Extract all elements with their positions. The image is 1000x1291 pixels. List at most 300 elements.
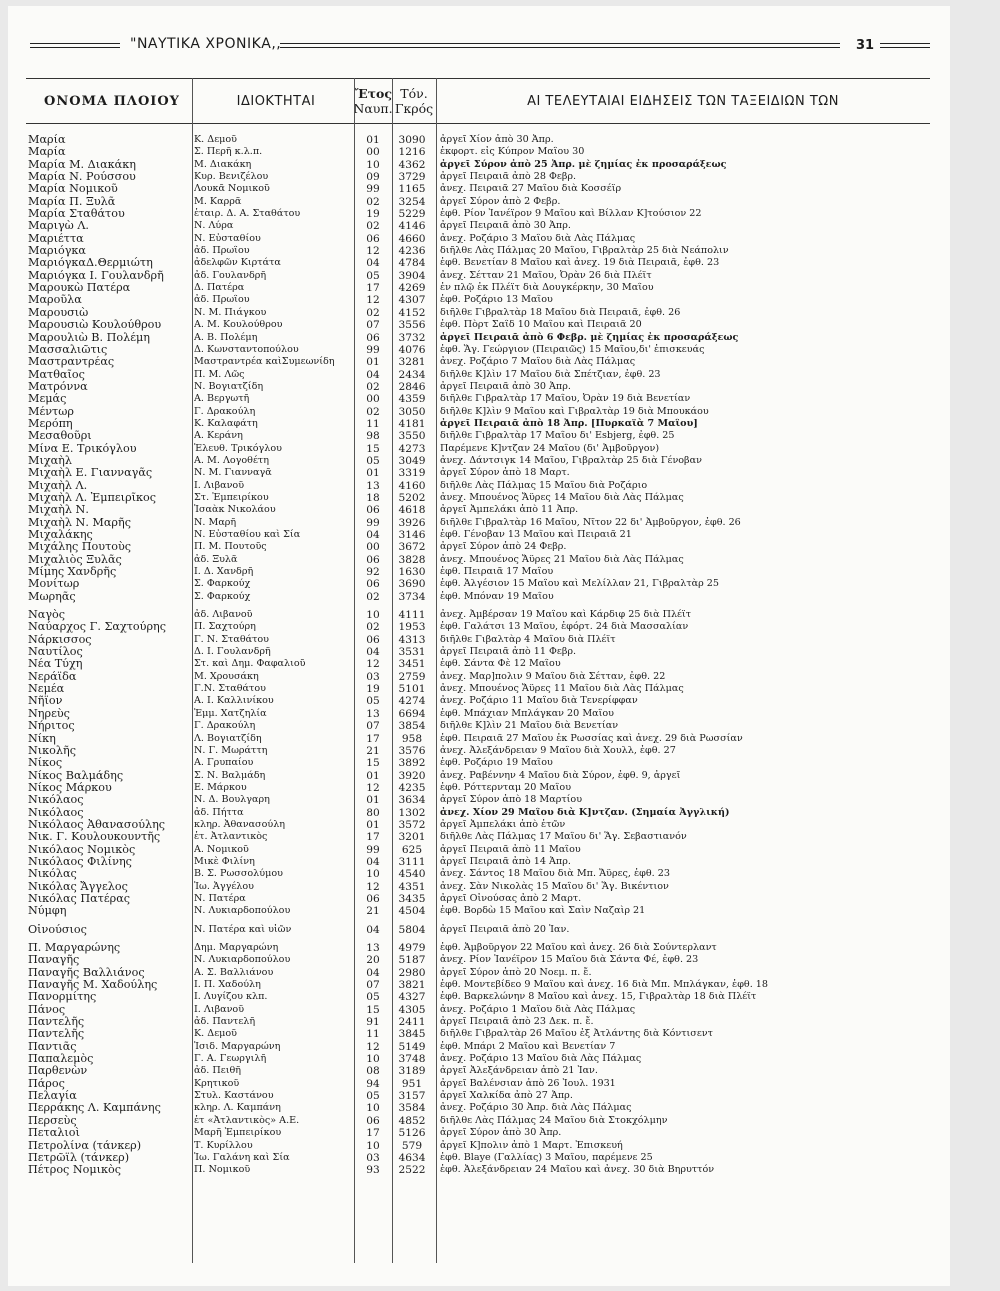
gross-tonnage: 6694 bbox=[398, 707, 426, 720]
ship-name: Νικόλας bbox=[28, 868, 77, 881]
table-row bbox=[8, 196, 950, 208]
build-year: 19 bbox=[366, 683, 380, 696]
ship-name: Μαρουκὼ Πατέρα bbox=[28, 282, 131, 295]
table-row bbox=[8, 134, 950, 146]
voyage-news: ἀργεῖ Ἀμπελάκι ἀπὸ ἐτῶν bbox=[440, 818, 566, 830]
owner-name: Μαρῆ Ἐμπειρίκου bbox=[194, 1127, 282, 1139]
gross-tonnage: 1953 bbox=[398, 621, 426, 634]
double-rule-left bbox=[30, 43, 120, 48]
table-row bbox=[8, 1115, 950, 1127]
table-row bbox=[8, 1140, 950, 1152]
ship-name: Μίμης Χανδρῆς bbox=[28, 566, 117, 579]
table-row bbox=[8, 646, 950, 658]
ship-name: Νικόλας Ἄγγελος bbox=[28, 880, 128, 893]
column-header-tonnage-bottom: Γκρός bbox=[394, 101, 434, 116]
table-header-year-cell bbox=[354, 78, 392, 124]
owner-name: Τ. Κυρίλλου bbox=[194, 1139, 253, 1151]
build-year: 07 bbox=[366, 720, 380, 733]
owner-name: Γ. Α. Γεωργιλῆ bbox=[194, 1053, 267, 1065]
ship-name: Πετρολίνα (τάνκερ) bbox=[28, 1139, 142, 1152]
voyage-news: ἀργεῖ Πειραιᾶ ἀπὸ 20 Ἰαν. bbox=[440, 923, 570, 935]
gross-tonnage: 4273 bbox=[398, 442, 426, 455]
voyage-news: ἀργεῖ Πειραιᾶ ἀπὸ 18 Ἀπρ. [Πυρκαϊὰ 7 Μαΐου] bbox=[440, 417, 698, 429]
table-row bbox=[8, 393, 950, 405]
owner-name: Σ. Περῆ κ.λ.π. bbox=[194, 146, 263, 158]
voyage-news: ἀνεχ. Ρίον Ἰανέϊρον 15 Μαΐου διὰ Σάντα Φέ, ἐφθ. 23 bbox=[440, 954, 699, 966]
build-year: 10 bbox=[366, 1053, 380, 1066]
voyage-news: ἀργεῖ Χαλκίδα ἀπὸ 27 Ἀπρ. bbox=[440, 1090, 573, 1102]
owner-name: Σ. Ν. Βαλμάδη bbox=[194, 769, 266, 781]
build-year: 04 bbox=[366, 923, 380, 936]
ship-name: Μαρία Νομικοῦ bbox=[28, 183, 118, 196]
table-row bbox=[8, 856, 950, 868]
gross-tonnage: 3531 bbox=[398, 646, 426, 659]
voyage-news: ἀργεῖ Πειραιᾶ ἀπὸ 23 Δεκ. π. ἔ. bbox=[440, 1016, 594, 1028]
owner-name: Κυρ. Βενιζέλου bbox=[194, 171, 269, 183]
ship-name: Ναυτίλος bbox=[28, 646, 83, 659]
voyage-news: ἀνεχ. Ἀλεξάνδρειαν 9 Μαΐου διὰ Χουλλ, ἐφθ. 27 bbox=[440, 744, 676, 756]
ship-name: Οἰνούσιος bbox=[28, 923, 87, 936]
gross-tonnage: 3828 bbox=[398, 553, 426, 566]
gross-tonnage: 958 bbox=[401, 732, 423, 745]
table-header-tonnage-cell bbox=[392, 78, 436, 124]
owner-name: ἀδ. Ξυλᾶ bbox=[194, 553, 238, 565]
build-year: 01 bbox=[366, 467, 380, 480]
voyage-news: ἐφθ. Μπόναν 19 Μαΐου bbox=[440, 590, 554, 602]
table-row bbox=[8, 257, 950, 269]
owner-name: Α. Ι. Καλλινίκου bbox=[194, 695, 274, 707]
ship-name: Μεμάς bbox=[28, 393, 67, 406]
document-page bbox=[8, 6, 950, 1286]
gross-tonnage: 3550 bbox=[398, 430, 426, 443]
table-row bbox=[8, 319, 950, 331]
owner-name: Π. Μ. Πουτοῦς bbox=[194, 541, 267, 553]
owner-name: Μ. Διακάκη bbox=[194, 158, 252, 170]
owner-name: Μαστραντρέα καὶΣυμεωνίδη bbox=[194, 356, 335, 368]
gross-tonnage: 3157 bbox=[398, 1090, 426, 1103]
ship-name: Μαριγὼ Λ. bbox=[28, 220, 89, 233]
owner-name: Κρητικοῦ bbox=[194, 1077, 240, 1089]
table-row bbox=[8, 905, 950, 917]
journal-title: "ΝΑΥΤΙΚΑ ΧΡΟΝΙΚΑ,, bbox=[130, 36, 282, 52]
gross-tonnage: 3926 bbox=[398, 516, 426, 529]
owner-name: Π. Μ. Λῶς bbox=[194, 368, 245, 380]
table-row bbox=[8, 1028, 950, 1040]
gross-tonnage: 2411 bbox=[398, 1016, 426, 1029]
build-year: 02 bbox=[366, 195, 380, 208]
owner-name: Δ. Ι. Γουλανδρῆ bbox=[194, 646, 271, 658]
build-year: 10 bbox=[366, 1102, 380, 1115]
table-row bbox=[8, 381, 950, 393]
table-row bbox=[8, 480, 950, 492]
ship-name: Νῆϊον bbox=[28, 695, 63, 708]
voyage-news: διῆλθε Λὰς Πάλμας 15 Μαΐου διὰ Ροζάριο bbox=[440, 479, 648, 491]
gross-tonnage: 3572 bbox=[398, 818, 426, 831]
page-number: 31 bbox=[856, 38, 875, 53]
ship-name: Μαρία Ν. Ρούσσου bbox=[28, 171, 136, 184]
gross-tonnage: 3201 bbox=[398, 831, 426, 844]
owner-name: ἑτ. Ἀτλαντικὸς bbox=[194, 831, 268, 843]
table-row bbox=[8, 757, 950, 769]
voyage-news: ἀργεῖ Βαλένσιαν ἀπὸ 26 Ἰουλ. 1931 bbox=[440, 1077, 616, 1089]
column-header-ship: ΟΝΟΜΑ ΠΛΟΙΟΥ bbox=[44, 93, 180, 109]
ship-name: Μιχαὴλ bbox=[28, 454, 72, 467]
voyage-news: ἐφθ. Πειραιᾶ 17 Μαΐου bbox=[440, 566, 554, 578]
build-year: 10 bbox=[366, 1139, 380, 1152]
table-row bbox=[8, 1078, 950, 1090]
gross-tonnage: 3904 bbox=[398, 269, 426, 282]
voyage-news: ἀργεῖ Πειραιᾶ ἀπὸ 14 Ἀπρ. bbox=[440, 855, 571, 867]
table-row bbox=[8, 1016, 950, 1028]
owner-name: Π. Σαχτούρη bbox=[194, 621, 256, 633]
table-row bbox=[8, 220, 950, 232]
voyage-news: ἀνεχ. Ἀμβέρσαν 19 Μαΐου καὶ Κάρδιφ 25 διὰ Πλέϊτ bbox=[440, 609, 692, 621]
voyage-news: ἀργεῖ Κ]πολιν ἀπὸ 1 Μαρτ. Ἐπισκευή bbox=[440, 1139, 623, 1151]
ship-name: Μερόπη bbox=[28, 417, 73, 430]
owner-name: Γ. Δρακούλη bbox=[194, 720, 256, 732]
table-row bbox=[8, 233, 950, 245]
build-year: 10 bbox=[366, 609, 380, 622]
build-year: 15 bbox=[366, 1003, 380, 1016]
build-year: 13 bbox=[366, 942, 380, 954]
owner-name: Στυλ. Καστάνου bbox=[194, 1090, 274, 1102]
ship-name: Ναύαρχος Γ. Σαχτούρης bbox=[28, 621, 167, 634]
build-year: 00 bbox=[366, 393, 380, 406]
voyage-news: ἀνεχ. Ροζάριο 13 Μαΐου διὰ Λὰς Πάλμας bbox=[440, 1053, 642, 1065]
build-year: 15 bbox=[366, 757, 380, 770]
gross-tonnage: 4540 bbox=[398, 868, 426, 881]
owner-name: Ν. Εὐσταθίου καὶ Σία bbox=[194, 529, 301, 540]
voyage-news: ἀργεῖ Σύρον ἀπὸ 24 Φεβρ. bbox=[440, 541, 567, 553]
owner-name: ἀδ. Γουλανδρῆ bbox=[194, 269, 267, 281]
column-header-year-bottom: Ναυπ. bbox=[353, 101, 393, 116]
gross-tonnage: 4160 bbox=[398, 479, 426, 492]
gross-tonnage: 4359 bbox=[398, 393, 426, 406]
voyage-news: ἐφθ. Ροζάριο 13 Μαΐου bbox=[440, 294, 553, 306]
table-row bbox=[8, 1004, 950, 1016]
build-year: 06 bbox=[366, 504, 380, 517]
ship-name: Μαριέττα bbox=[28, 232, 84, 245]
ship-name: Νικολῆς bbox=[28, 744, 76, 757]
table-row bbox=[8, 967, 950, 979]
voyage-news: ἀργεῖ Σύρον ἀπὸ 30 Ἀπρ. bbox=[440, 1127, 562, 1139]
gross-tonnage: 3576 bbox=[398, 744, 426, 757]
table-row bbox=[8, 517, 950, 529]
owner-name: Α. Β. Πολέμη bbox=[194, 331, 258, 343]
ship-name: Παντελῆς bbox=[28, 1028, 85, 1041]
column-header-tonnage bbox=[392, 79, 436, 123]
ship-name: Μαρουσιὼ Κουλούθρου bbox=[28, 319, 162, 332]
owner-name: Στ. Ἐμπειρίκου bbox=[194, 491, 269, 503]
ship-name: Νικόλας Πατέρας bbox=[28, 892, 131, 905]
ship-name: Μαρία Σταθάτου bbox=[28, 208, 125, 221]
voyage-news: ἀνεχ. Σὰν Νικολὰς 15 Μαΐου δι' Ἅγ. Βικέντιον bbox=[440, 880, 669, 892]
voyage-news: ἀργεῖ Πειραιᾶ ἀπὸ 11 Φεβρ. bbox=[440, 646, 577, 658]
table-row bbox=[8, 183, 950, 195]
gross-tonnage: 5101 bbox=[398, 683, 426, 696]
ship-name: Νεμέα bbox=[28, 683, 65, 696]
ship-name: Μαρία bbox=[28, 134, 66, 146]
owner-name: Λουκᾶ Νομικοῦ bbox=[194, 183, 270, 195]
ship-name: Μαροῦλα bbox=[28, 294, 82, 307]
ship-news-table bbox=[8, 134, 950, 1177]
voyage-news: ἀνεχ. Ροζάριο 3 Μαΐου διὰ Λὰς Πάλμας bbox=[440, 232, 636, 244]
owner-name: Σ. Φαρκούχ bbox=[194, 590, 251, 602]
voyage-news: ἀργεῖ Σύρον ἀπὸ 20 Νοεμ. π. ἔ. bbox=[440, 966, 592, 978]
build-year: 05 bbox=[366, 1090, 380, 1103]
ship-name: Νήριτος bbox=[28, 720, 75, 733]
owner-name: Ἰω. Ἀγγέλου bbox=[194, 880, 254, 892]
voyage-news: ἀνεχ. Χίον 29 Μαΐου διὰ Κ]ντζαν. (Σημαία Ἀγγλική) bbox=[440, 806, 730, 818]
voyage-news: ἐφθ. Ἀμβοῦργον 22 Μαΐου καὶ ἀνεχ. 26 διὰ Σούντερλαντ bbox=[440, 942, 717, 953]
ship-name: Μιχαὴλ Ε. Γιανναγᾶς bbox=[28, 467, 153, 480]
build-year: 01 bbox=[366, 134, 380, 146]
column-header-year-top: Ἔτος bbox=[353, 86, 393, 101]
gross-tonnage: 2980 bbox=[398, 966, 426, 979]
build-year: 02 bbox=[366, 621, 380, 634]
gross-tonnage: 3050 bbox=[398, 405, 426, 418]
ship-name: Παντελῆς bbox=[28, 1016, 85, 1029]
voyage-news: διῆλθε Γιβαλτὰρ 4 Μαΐου διὰ Πλέϊτ bbox=[440, 633, 616, 645]
ship-name: Μιχαὴλ Λ. bbox=[28, 479, 88, 492]
voyage-news: ἐκφορτ. εἰς Κύπρον Μαΐου 30 bbox=[440, 146, 585, 158]
gross-tonnage: 3821 bbox=[398, 979, 426, 992]
ship-name: Νηρεὺς bbox=[28, 707, 70, 720]
table-row bbox=[8, 541, 950, 553]
ship-name: Νικόλαος Ἀθανασούλης bbox=[28, 818, 166, 831]
build-year: 09 bbox=[366, 171, 380, 184]
owner-name: Ν. Μαρῆ bbox=[194, 516, 237, 528]
owner-name: Ἰω. Γαλάνη καὶ Σία bbox=[194, 1151, 290, 1163]
build-year: 80 bbox=[366, 806, 380, 819]
build-year: 17 bbox=[366, 282, 380, 295]
build-year: 15 bbox=[366, 442, 380, 455]
build-year: 06 bbox=[366, 633, 380, 646]
voyage-news: ἐφθ. Πειραιᾶ 27 Μαΐου ἐκ Ρωσσίας καὶ ἀνεχ. 29 διὰ Ρωσσίαν bbox=[440, 732, 743, 744]
build-year: 17 bbox=[366, 1127, 380, 1140]
owner-name: Λ. Βογιατζίδη bbox=[194, 732, 262, 744]
build-year: 12 bbox=[366, 1040, 380, 1053]
owner-name: Ν. Πατέρα καὶ υἱῶν bbox=[194, 923, 292, 935]
owner-name: Α. Βεργωτῆ bbox=[194, 393, 250, 405]
ship-name: Μονίτωρ bbox=[28, 578, 80, 591]
build-year: 91 bbox=[366, 1016, 380, 1029]
gross-tonnage: 5187 bbox=[398, 954, 426, 967]
gross-tonnage: 4235 bbox=[398, 781, 426, 794]
voyage-news: ἀργεῖ Πειραιᾶ ἀπὸ 28 Φεβρ. bbox=[440, 171, 577, 183]
table-row bbox=[8, 332, 950, 344]
owner-name: Α. Μ. Λογοθέτη bbox=[194, 454, 269, 466]
gross-tonnage: 3451 bbox=[398, 658, 426, 671]
gross-tonnage: 2522 bbox=[398, 1164, 426, 1177]
table-row bbox=[8, 868, 950, 880]
ship-name: Μεσαθοῦρι bbox=[28, 430, 92, 443]
table-row bbox=[8, 671, 950, 683]
ship-name: Μιχαὴλ Λ. Ἐμπειρῖκος bbox=[28, 491, 157, 504]
build-year: 06 bbox=[366, 892, 380, 905]
owner-name: Μ. Καρρᾶ bbox=[194, 195, 242, 207]
owner-name: Ν. Δ. Βουλγαρη bbox=[194, 794, 270, 806]
owner-name: κληρ. Λ. Καμπάνη bbox=[194, 1102, 281, 1114]
voyage-news: ἐφθ. Μοντεβίδεο 9 Μαΐου καὶ ἀνεχ. 16 διὰ Μπ. Μπλάγκαν, ἐφθ. 18 bbox=[440, 979, 769, 991]
voyage-news: ἐφθ. Βενετίαν 8 Μαΐου καὶ ἀνεχ. 19 διὰ Πειραιᾶ, ἐφθ. 23 bbox=[440, 257, 720, 269]
table-row bbox=[8, 307, 950, 319]
gross-tonnage: 5229 bbox=[398, 208, 426, 221]
owner-name: Δ. Κωνσταντοπούλου bbox=[194, 343, 299, 355]
build-year: 13 bbox=[366, 707, 380, 720]
table-row bbox=[8, 529, 950, 541]
build-year: 92 bbox=[366, 566, 380, 579]
gross-tonnage: 3748 bbox=[398, 1053, 426, 1066]
ship-name: Πεταλιοὶ bbox=[28, 1127, 80, 1140]
table-row bbox=[8, 159, 950, 171]
gross-tonnage: 3049 bbox=[398, 454, 426, 467]
build-year: 18 bbox=[366, 491, 380, 504]
voyage-news: ἐφθ. Ἀλγέσιον 15 Μαΐου καὶ Μελίλλαν 21, Γιβραλτὰρ 25 bbox=[440, 578, 719, 590]
voyage-news: ἐφθ. Μπάρι 2 Μαΐου καὶ Βενετίαν 7 bbox=[440, 1040, 616, 1052]
ship-name: Μίνα Ε. Τρικόγλου bbox=[28, 442, 137, 455]
build-year: 07 bbox=[366, 979, 380, 992]
voyage-news: ἀνεχ. Ροζάριο 1 Μαΐου διὰ Λὰς Πάλμας bbox=[440, 1003, 636, 1015]
owner-name: Α. Κεράνη bbox=[194, 430, 243, 442]
gross-tonnage: 4784 bbox=[398, 257, 426, 270]
ship-name: Πανορμίτης bbox=[28, 991, 97, 1004]
build-year: 21 bbox=[366, 744, 380, 757]
ship-name: Παναγῆς bbox=[28, 954, 80, 967]
table-row bbox=[8, 578, 950, 590]
voyage-news: ἐφθ. Γαλάτσι 13 Μαΐου, ἐφόρτ. 24 διὰ Μασσαλίαν bbox=[440, 621, 689, 633]
ship-name: Νύμφη bbox=[28, 905, 67, 918]
voyage-news: ἀργεῖ Ἀλεξάνδρειαν ἀπὸ 21 Ἰαν. bbox=[440, 1065, 598, 1077]
build-year: 02 bbox=[366, 590, 380, 603]
voyage-news: ἀνεχ. Σάντος 18 Μαΐου διὰ Μπ. Ἄϋρες, ἐφθ. 23 bbox=[440, 868, 670, 880]
gross-tonnage: 3729 bbox=[398, 171, 426, 184]
table-row bbox=[8, 634, 950, 646]
voyage-news: ἀνεχ. Μπουένος Ἄϋρες 11 Μαΐου διὰ Λὰς Πάλμας bbox=[440, 683, 684, 695]
gross-tonnage: 3584 bbox=[398, 1102, 426, 1115]
column-header-tonnage-top: Τόν. bbox=[400, 86, 428, 101]
build-year: 06 bbox=[366, 578, 380, 591]
build-year: 03 bbox=[366, 670, 380, 683]
owner-name: Κ. Καλαφάτη bbox=[194, 417, 258, 429]
voyage-news: ἀργεῖ Πειραιᾶ ἀπὸ 11 Μαΐου bbox=[440, 843, 581, 855]
build-year: 02 bbox=[366, 380, 380, 393]
ship-name: Νικ. Γ. Κουλουκουντῆς bbox=[28, 831, 161, 844]
ship-name: Π. Μαργαρώνης bbox=[28, 942, 121, 954]
build-year: 02 bbox=[366, 405, 380, 418]
voyage-news: ἀνεχ. Σέτταν 21 Μαΐου, Ὀρὰν 26 διὰ Πλέϊτ bbox=[440, 269, 652, 281]
build-year: 07 bbox=[366, 319, 380, 332]
owner-name: κληρ. Ἀθανασούλη bbox=[194, 818, 286, 830]
voyage-news: ἀνεχ. Μπουένος Ἄϋρες 14 Μαΐου διὰ Λὰς Πάλμας bbox=[440, 491, 684, 503]
build-year: 04 bbox=[366, 855, 380, 868]
table-row bbox=[8, 270, 950, 282]
owner-name: Μικὲ Φιλίνη bbox=[194, 855, 255, 867]
voyage-news: ἀργεῖ Πειραιᾶ ἀπὸ 6 Φεβρ. μὲ ζημίας ἐκ προσαράξεως bbox=[440, 331, 739, 343]
gross-tonnage: 4274 bbox=[398, 695, 426, 708]
ship-name: Παναγῆς Μ. Χαδούλης bbox=[28, 979, 158, 992]
owner-name: Δ. Πατέρα bbox=[194, 282, 245, 294]
gross-tonnage: 4146 bbox=[398, 220, 426, 233]
table-row bbox=[8, 406, 950, 418]
build-year: 06 bbox=[366, 1114, 380, 1127]
owner-name: ἀδ. Λιβανοῦ bbox=[194, 609, 253, 621]
table-row bbox=[8, 924, 950, 936]
ship-name: Μασσαλιῶτις bbox=[28, 343, 108, 356]
voyage-news: ἀνεχ. Πειραιᾶ 27 Μαΐου διὰ Κοσσέϊρ bbox=[440, 183, 622, 195]
ship-name: Νέα Τύχη bbox=[28, 658, 83, 671]
owner-name: Σ. Φαρκούχ bbox=[194, 578, 251, 590]
gross-tonnage: 5149 bbox=[398, 1040, 426, 1053]
gross-tonnage: 5202 bbox=[398, 491, 426, 504]
gross-tonnage: 3892 bbox=[398, 757, 426, 770]
owner-name: Ν. Πατέρα bbox=[194, 892, 246, 904]
build-year: 10 bbox=[366, 158, 380, 171]
owner-name: Ἰσιδ. Μαργαρώνη bbox=[194, 1040, 281, 1052]
gross-tonnage: 4351 bbox=[398, 880, 426, 893]
gross-tonnage: 4269 bbox=[398, 282, 426, 295]
owner-name: ἀδελφῶν Κιρτάτα bbox=[194, 257, 281, 269]
table-row bbox=[8, 708, 950, 720]
table-row bbox=[8, 418, 950, 430]
build-year: 12 bbox=[366, 294, 380, 307]
ship-name: Νάρκισσος bbox=[28, 633, 92, 646]
owner-name: Π. Νομικοῦ bbox=[194, 1164, 251, 1176]
build-year: 17 bbox=[366, 732, 380, 745]
ship-name: Νικόλαος Φιλίνης bbox=[28, 855, 132, 868]
ship-name: Νίκος Μάρκου bbox=[28, 781, 112, 794]
ship-name: Πάρος bbox=[28, 1077, 65, 1090]
voyage-news: διῆλθε Γιβραλτὰρ 17 Μαΐου δι' Esbjerg, ἐφθ. 25 bbox=[440, 430, 675, 442]
owner-name: ἀδ. Πρωΐου bbox=[194, 245, 250, 257]
table-row bbox=[8, 146, 950, 158]
ship-name: Περσεὺς bbox=[28, 1114, 77, 1127]
owner-name: Στ. καὶ Δημ. Φαφαλιοῦ bbox=[194, 658, 306, 670]
table-row bbox=[8, 807, 950, 819]
owner-name: Μ. Χρουσάκη bbox=[194, 670, 259, 682]
table-row bbox=[8, 566, 950, 578]
gross-tonnage: 3146 bbox=[398, 529, 426, 541]
gross-tonnage: 4236 bbox=[398, 245, 426, 258]
ship-name: Νεράϊδα bbox=[28, 670, 77, 683]
owner-name: Ι. Λιβανοῦ bbox=[194, 479, 245, 491]
table-row bbox=[8, 1090, 950, 1102]
gross-tonnage: 951 bbox=[401, 1077, 423, 1090]
owner-name: Ε. Μάρκου bbox=[194, 781, 247, 793]
table-row bbox=[8, 245, 950, 257]
gross-tonnage: 4852 bbox=[398, 1114, 426, 1127]
table-row bbox=[8, 893, 950, 905]
build-year: 12 bbox=[366, 658, 380, 671]
owner-name: Ν. Μ. Γιανναγᾶ bbox=[194, 467, 272, 479]
table-row bbox=[8, 1127, 950, 1139]
gross-tonnage: 3254 bbox=[398, 195, 426, 208]
table-row bbox=[8, 695, 950, 707]
gross-tonnage: 625 bbox=[401, 843, 423, 856]
column-header-year bbox=[354, 79, 392, 123]
owner-name: Β. Σ. Ρωσσολύμου bbox=[194, 868, 283, 880]
ship-name: Πελαγία bbox=[28, 1090, 77, 1103]
voyage-news: ἀνεχ. Ραβέννην 4 Μαΐου διὰ Σύρον, ἐφθ. 9, ἀργεῖ bbox=[440, 769, 681, 781]
ship-name: Μαρία Μ. Διακάκη bbox=[28, 158, 136, 171]
owner-name: Κ. Δεμοῦ bbox=[194, 1028, 238, 1040]
gross-tonnage: 1630 bbox=[398, 566, 426, 579]
gross-tonnage: 3556 bbox=[398, 319, 426, 332]
build-year: 99 bbox=[366, 343, 380, 356]
ship-name: Πέτρος Νομικὸς bbox=[28, 1164, 122, 1177]
owner-name: Ν. Εὐσταθίου bbox=[194, 232, 261, 244]
gross-tonnage: 2846 bbox=[398, 380, 426, 393]
